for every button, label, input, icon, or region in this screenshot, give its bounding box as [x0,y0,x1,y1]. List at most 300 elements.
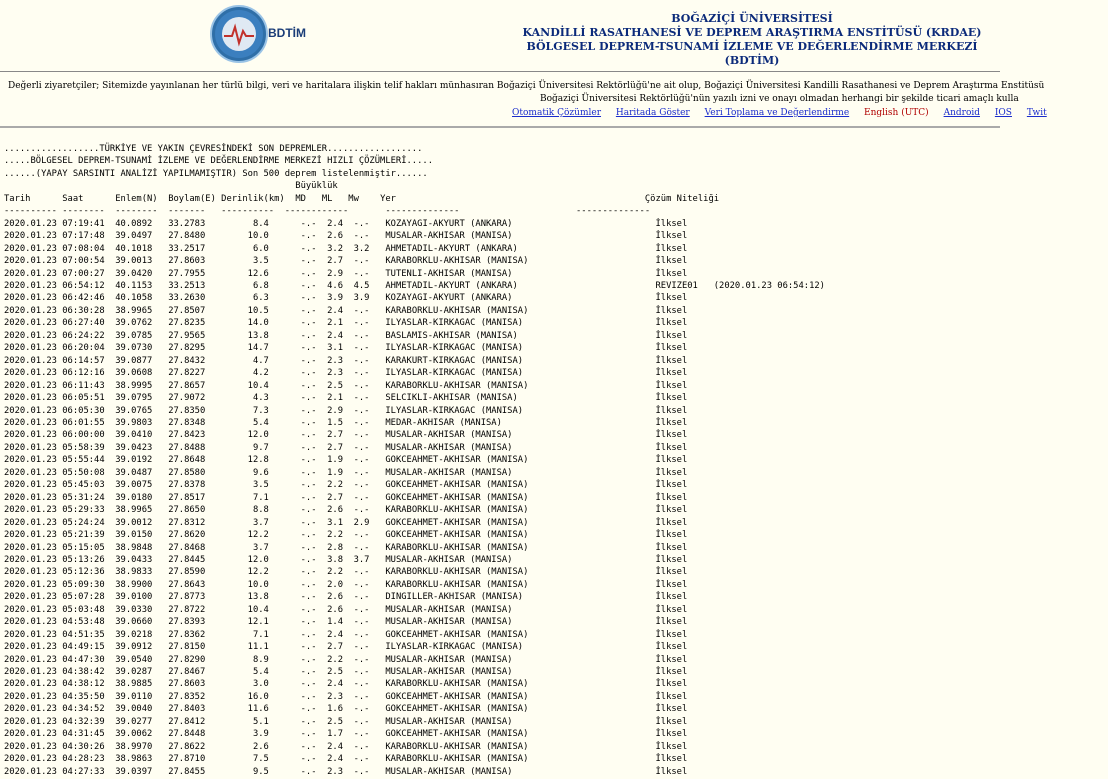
cell-latitude: 39.0397 [115,766,169,777]
cell-place: MUSALAR-AKHISAR (MANISA) [385,467,656,478]
cell-date: 2020.01.23 [4,243,63,254]
cell-longitude: 27.8445 [168,554,222,565]
cell-md: -.- [300,604,328,615]
cell-latitude: 40.1018 [115,243,169,254]
cell-md: -.- [300,256,328,267]
cell-depth: 5.1 [221,716,301,727]
cell-date: 2020.01.23 [4,654,63,665]
cell-quality: İlksel [655,455,688,466]
table-row [4,617,687,627]
cell-quality: İlksel [655,741,688,752]
cell-md: -.- [300,243,328,254]
cell-mw: -.- [353,592,386,603]
cell-date: 2020.01.23 [4,467,63,478]
cell-depth: 3.5 [221,480,301,491]
table-row [4,630,687,640]
col-quality: Çözüm Niteliği [644,193,720,204]
cell-time: 05:29:33 [62,505,116,516]
nav-automatic-solutions[interactable]: Otomatik Çözümler [512,108,602,118]
cell-longitude: 27.8488 [168,442,222,453]
cell-date: 2020.01.23 [4,542,63,553]
cell-quality: İlksel [655,754,688,765]
cell-date: 2020.01.23 [4,442,63,453]
cell-place: MUSALAR-AKHISAR (MANISA) [385,604,656,615]
cell-place: KARABORKLU-AKHISAR (MANISA) [385,754,656,765]
cell-md: -.- [300,293,328,304]
listing-banner-2: .....BÖLGESEL DEPREM-TSUNAMİ İZLEME VE DEĞERLENDİRME MERKEZİ HIZLI ÇÖZÜMLERİ..... [4,156,433,167]
cell-depth: 16.0 [221,691,301,702]
listing-underline: ---------- -------- -------- ------- ---------- ------------ -------------- -------------- [4,206,651,217]
cell-depth: 13.8 [221,592,301,603]
table-row [4,742,687,752]
cell-quality: İlksel [655,318,688,329]
cell-md: -.- [300,667,328,678]
cell-md: -.- [300,268,328,279]
cell-time: 04:31:45 [62,729,116,740]
table-row [4,455,687,465]
cell-longitude: 27.8622 [168,741,222,752]
cell-md: -.- [300,554,328,565]
cell-time: 04:47:30 [62,654,116,665]
cell-time: 07:19:41 [62,218,116,229]
cell-mw: -.- [353,492,386,503]
cell-md: -.- [300,642,328,653]
cell-md: -.- [300,380,328,391]
cell-date: 2020.01.23 [4,704,63,715]
cell-place: MUSALAR-AKHISAR (MANISA) [385,231,656,242]
cell-place: MUSALAR-AKHISAR (MANISA) [385,654,656,665]
cell-depth: 10.4 [221,380,301,391]
cell-depth: 3.9 [221,729,301,740]
cell-ml: 3.9 [327,293,354,304]
table-row [4,356,687,366]
cell-latitude: 39.0287 [115,667,169,678]
cell-place: GOKCEAHMET-AKHISAR (MANISA) [385,480,656,491]
table-row [4,642,687,652]
cell-quality: REVIZE01 (2020.01.23 06:54:12) [655,280,825,291]
cell-ml: 3.8 [327,554,354,565]
cell-time: 04:32:39 [62,716,116,727]
notice-line-2: Boğaziçi Üniversitesi Rektörlüğü'nün yazılı izni ve onayı olmadan herhangi bir şekilde ticari amaçlı kulla [540,94,1019,104]
cell-depth: 14.7 [221,343,301,354]
nav-twitter[interactable]: Twit [1026,108,1047,118]
cell-time: 04:28:23 [62,754,116,765]
cell-time: 06:01:55 [62,417,116,428]
cell-date: 2020.01.23 [4,405,63,416]
cell-quality: İlksel [655,243,688,254]
cell-latitude: 39.0012 [115,517,169,528]
cell-md: -.- [300,505,328,516]
cell-ml: 2.9 [327,405,354,416]
cell-md: -.- [300,592,328,603]
cell-mw: -.- [353,455,386,466]
table-row [4,293,687,303]
cell-date: 2020.01.23 [4,679,63,690]
cell-quality: İlksel [655,554,688,565]
cell-md: -.- [300,480,328,491]
table-row [4,543,687,553]
cell-depth: 12.6 [221,268,301,279]
cell-mw: 4.5 [353,280,386,291]
cell-mw: -.- [353,380,386,391]
cell-date: 2020.01.23 [4,231,63,242]
cell-md: -.- [300,368,328,379]
cell-md: -.- [300,654,328,665]
cell-longitude: 27.8423 [168,430,222,441]
cell-ml: 2.7 [327,492,354,503]
table-row [4,443,687,453]
cell-latitude: 39.0013 [115,256,169,267]
cell-date: 2020.01.23 [4,530,63,541]
listing-banner-3: ......(YAPAY SARSINTI ANALİZİ YAPILMAMIŞTIR) Son 500 deprem listelenmiştir...... [4,168,428,179]
cell-mw: -.- [353,729,386,740]
cell-quality: İlksel [655,604,688,615]
cell-latitude: 39.0912 [115,642,169,653]
nav-english[interactable]: English (UTC) [864,108,929,118]
cell-md: -.- [300,492,328,503]
cell-date: 2020.01.23 [4,505,63,516]
cell-md: -.- [300,567,328,578]
cell-mw: -.- [353,542,386,553]
cell-time: 04:34:52 [62,704,116,715]
cell-place: MUSALAR-AKHISAR (MANISA) [385,766,656,777]
cell-quality: İlksel [655,492,688,503]
table-row [4,518,687,528]
cell-md: -.- [300,754,328,765]
cell-time: 04:49:15 [62,642,116,653]
nav-data-collection[interactable]: Veri Toplama ve Değerlendirme [704,108,850,118]
cell-time: 05:45:03 [62,480,116,491]
table-row [4,244,687,254]
cell-mw: -.- [353,256,386,267]
cell-mw: -.- [353,629,386,640]
cell-place: GOKCEAHMET-AKHISAR (MANISA) [385,517,656,528]
cell-quality: İlksel [655,467,688,478]
cell-ml: 2.4 [327,330,354,341]
cell-place: ILYASLAR-KIRKAGAC (MANISA) [385,642,656,653]
cell-quality: İlksel [655,355,688,366]
cell-md: -.- [300,218,328,229]
cell-depth: 4.7 [221,355,301,366]
cell-latitude: 40.1058 [115,293,169,304]
cell-date: 2020.01.23 [4,667,63,678]
cell-md: -.- [300,729,328,740]
cell-depth: 10.0 [221,579,301,590]
cell-place: GOKCEAHMET-AKHISAR (MANISA) [385,691,656,702]
logo-text: BDTİM [268,26,306,40]
cell-mw: -.- [353,231,386,242]
cell-place: KARABORKLU-AKHISAR (MANISA) [385,567,656,578]
cell-time: 07:00:27 [62,268,116,279]
col-md: MD [295,193,322,204]
cell-depth: 14.0 [221,318,301,329]
cell-md: -.- [300,467,328,478]
cell-time: 04:38:12 [62,679,116,690]
cell-latitude: 39.0330 [115,604,169,615]
cell-md: -.- [300,355,328,366]
cell-date: 2020.01.23 [4,567,63,578]
cell-mw: 3.7 [353,554,386,565]
cell-quality: İlksel [655,430,688,441]
cell-depth: 5.4 [221,667,301,678]
cell-depth: 6.8 [221,280,301,291]
cell-depth: 9.6 [221,467,301,478]
cell-date: 2020.01.23 [4,343,63,354]
cell-date: 2020.01.23 [4,256,63,267]
cell-ml: 2.7 [327,442,354,453]
cell-time: 04:27:33 [62,766,116,777]
cell-ml: 2.5 [327,667,354,678]
cell-place: MUSALAR-AKHISAR (MANISA) [385,716,656,727]
cell-time: 05:55:44 [62,455,116,466]
cell-longitude: 27.8352 [168,691,222,702]
cell-depth: 4.3 [221,393,301,404]
cell-place: KARABORKLU-AKHISAR (MANISA) [385,542,656,553]
title-center: BÖLGESEL DEPREM-TSUNAMİ İZLEME VE DEĞERLENDİRME MERKEZİ (BDTİM) [526,40,978,67]
cell-quality: İlksel [655,667,688,678]
cell-place: GOKCEAHMET-AKHISAR (MANISA) [385,492,656,503]
cell-time: 06:14:57 [62,355,116,366]
cell-mw: -.- [353,368,386,379]
cell-quality: İlksel [655,505,688,516]
cell-mw: -.- [353,691,386,702]
cell-place: ILYASLAR-KIRKAGAC (MANISA) [385,405,656,416]
cell-mw: -.- [353,218,386,229]
cell-longitude: 27.8580 [168,467,222,478]
cell-time: 05:58:39 [62,442,116,453]
cell-depth: 8.4 [221,218,301,229]
listing-column-headers [4,194,719,204]
cell-longitude: 27.8507 [168,305,222,316]
cell-place: ILYASLAR-KIRKAGAC (MANISA) [385,343,656,354]
cell-date: 2020.01.23 [4,430,63,441]
cell-md: -.- [300,542,328,553]
nav-show-on-map[interactable]: Haritada Göster [615,108,690,118]
cell-quality: İlksel [655,766,688,777]
cell-quality: İlksel [655,679,688,690]
cell-quality: İlksel [655,256,688,267]
cell-quality: İlksel [655,716,688,727]
table-row [4,381,687,391]
table-row [4,555,687,565]
cell-quality: İlksel [655,268,688,279]
cell-mw: -.- [353,530,386,541]
nav-links [512,108,1059,118]
cell-depth: 12.0 [221,430,301,441]
cell-place: ILYASLAR-KIRKAGAC (MANISA) [385,318,656,329]
cell-mw: -.- [353,442,386,453]
cell-ml: 2.4 [327,679,354,690]
cell-depth: 11.6 [221,704,301,715]
table-row [4,729,687,739]
cell-mw: -.- [353,604,386,615]
cell-quality: İlksel [655,654,688,665]
cell-latitude: 39.0540 [115,654,169,665]
cell-place: GOKCEAHMET-AKHISAR (MANISA) [385,704,656,715]
cell-ml: 2.5 [327,716,354,727]
col-longitude: Boylam(E) [168,193,222,204]
cell-longitude: 27.8480 [168,231,222,242]
cell-ml: 3.2 [327,243,354,254]
cell-quality: İlksel [655,330,688,341]
cell-quality: İlksel [655,380,688,391]
cell-ml: 2.6 [327,604,354,615]
cell-depth: 5.4 [221,417,301,428]
cell-depth: 3.7 [221,542,301,553]
cell-md: -.- [300,766,328,777]
cell-latitude: 39.0062 [115,729,169,740]
cell-ml: 2.2 [327,654,354,665]
cell-place: BASLAMIS-AKHISAR (MANISA) [385,330,656,341]
cell-md: -.- [300,231,328,242]
cell-depth: 7.5 [221,754,301,765]
cell-place: GOKCEAHMET-AKHISAR (MANISA) [385,455,656,466]
cell-depth: 6.0 [221,243,301,254]
table-row [4,692,687,702]
cell-date: 2020.01.23 [4,492,63,503]
cell-quality: İlksel [655,343,688,354]
cell-depth: 10.4 [221,604,301,615]
cell-latitude: 38.9833 [115,567,169,578]
cell-latitude: 38.9885 [115,679,169,690]
cell-depth: 12.1 [221,617,301,628]
cell-depth: 12.8 [221,455,301,466]
table-row [4,306,687,316]
cell-longitude: 27.8312 [168,517,222,528]
cell-longitude: 33.2517 [168,243,222,254]
cell-place: MUSALAR-AKHISAR (MANISA) [385,667,656,678]
cell-ml: 2.6 [327,505,354,516]
notice-line-1: Değerli ziyaretçiler; Sitemizde yayınlanan her türlü bilgi, veri ve haritalara ilişkin telif hakları münhasıran Boğaziçi Üniversitesi Rektörlüğü'ne ait olup, Boğaziçi Üniversitesi Kandilli Rasathanesi ve Deprem Araştırma Enstitüsü [8,81,1045,91]
cell-mw: -.- [353,642,386,653]
table-row [4,679,687,689]
cell-mw: -.- [353,567,386,578]
cell-ml: 2.8 [327,542,354,553]
table-row [4,592,687,602]
table-row [4,468,687,478]
cell-time: 07:08:04 [62,243,116,254]
cell-quality: İlksel [655,629,688,640]
cell-longitude: 27.8620 [168,530,222,541]
table-row [4,406,687,416]
cell-quality: İlksel [655,368,688,379]
cell-ml: 2.4 [327,629,354,640]
cell-place: GOKCEAHMET-AKHISAR (MANISA) [385,729,656,740]
cell-depth: 3.7 [221,517,301,528]
cell-time: 06:20:04 [62,343,116,354]
cell-mw: -.- [353,417,386,428]
cell-ml: 2.1 [327,393,354,404]
cell-latitude: 38.9900 [115,579,169,590]
cell-latitude: 39.0180 [115,492,169,503]
cell-time: 04:38:42 [62,667,116,678]
cell-md: -.- [300,343,328,354]
cell-longitude: 27.8403 [168,704,222,715]
divider [0,71,1000,72]
page-header [0,0,1000,72]
cell-place: KARABORKLU-AKHISAR (MANISA) [385,741,656,752]
cell-place: KARABORKLU-AKHISAR (MANISA) [385,305,656,316]
cell-place: KARABORKLU-AKHISAR (MANISA) [385,579,656,590]
cell-quality: İlksel [655,405,688,416]
cell-date: 2020.01.23 [4,716,63,727]
cell-time: 05:09:30 [62,579,116,590]
cell-depth: 7.3 [221,405,301,416]
cell-mw: 3.9 [353,293,386,304]
cell-depth: 7.1 [221,492,301,503]
cell-longitude: 27.8227 [168,368,222,379]
nav-ios[interactable]: IOS [994,108,1012,118]
cell-quality: İlksel [655,480,688,491]
table-row [4,219,687,229]
table-row [4,717,687,727]
cell-date: 2020.01.23 [4,305,63,316]
cell-latitude: 39.0487 [115,467,169,478]
cell-md: -.- [300,617,328,628]
cell-date: 2020.01.23 [4,455,63,466]
col-latitude: Enlem(N) [115,193,169,204]
table-row [4,343,687,353]
cell-md: -.- [300,704,328,715]
cell-date: 2020.01.23 [4,480,63,491]
cell-place: MEDAR-AKHISAR (MANISA) [385,417,656,428]
table-row [4,567,687,577]
cell-depth: 3.0 [221,679,301,690]
table-row [4,530,687,540]
cell-date: 2020.01.23 [4,766,63,777]
cell-longitude: 27.8150 [168,642,222,653]
cell-mw: -.- [353,305,386,316]
copyright-notice [8,80,1108,104]
cell-longitude: 27.8467 [168,667,222,678]
cell-date: 2020.01.23 [4,318,63,329]
cell-longitude: 27.9072 [168,393,222,404]
cell-ml: 2.3 [327,355,354,366]
cell-depth: 12.2 [221,530,301,541]
cell-mw: -.- [353,505,386,516]
cell-time: 06:27:40 [62,318,116,329]
cell-mw: -.- [353,480,386,491]
cell-depth: 6.3 [221,293,301,304]
cell-latitude: 39.0660 [115,617,169,628]
table-row [4,256,687,266]
magnitude-group-label: Büyüklük [4,181,338,192]
cell-latitude: 38.9965 [115,305,169,316]
cell-quality: İlksel [655,704,688,715]
cell-date: 2020.01.23 [4,517,63,528]
cell-quality: İlksel [655,393,688,404]
cell-mw: -.- [353,393,386,404]
cell-place: KARABORKLU-AKHISAR (MANISA) [385,505,656,516]
cell-time: 06:42:46 [62,293,116,304]
cell-depth: 10.5 [221,305,301,316]
cell-mw: -.- [353,654,386,665]
cell-mw: -.- [353,679,386,690]
cell-time: 05:07:28 [62,592,116,603]
cell-time: 05:03:48 [62,604,116,615]
cell-mw: -.- [353,766,386,777]
cell-date: 2020.01.23 [4,554,63,565]
cell-date: 2020.01.23 [4,280,63,291]
nav-android[interactable]: Android [943,108,980,118]
cell-ml: 2.6 [327,231,354,242]
cell-time: 05:21:39 [62,530,116,541]
cell-mw: -.- [353,754,386,765]
cell-time: 05:24:24 [62,517,116,528]
cell-md: -.- [300,305,328,316]
cell-time: 06:11:43 [62,380,116,391]
cell-ml: 2.7 [327,430,354,441]
